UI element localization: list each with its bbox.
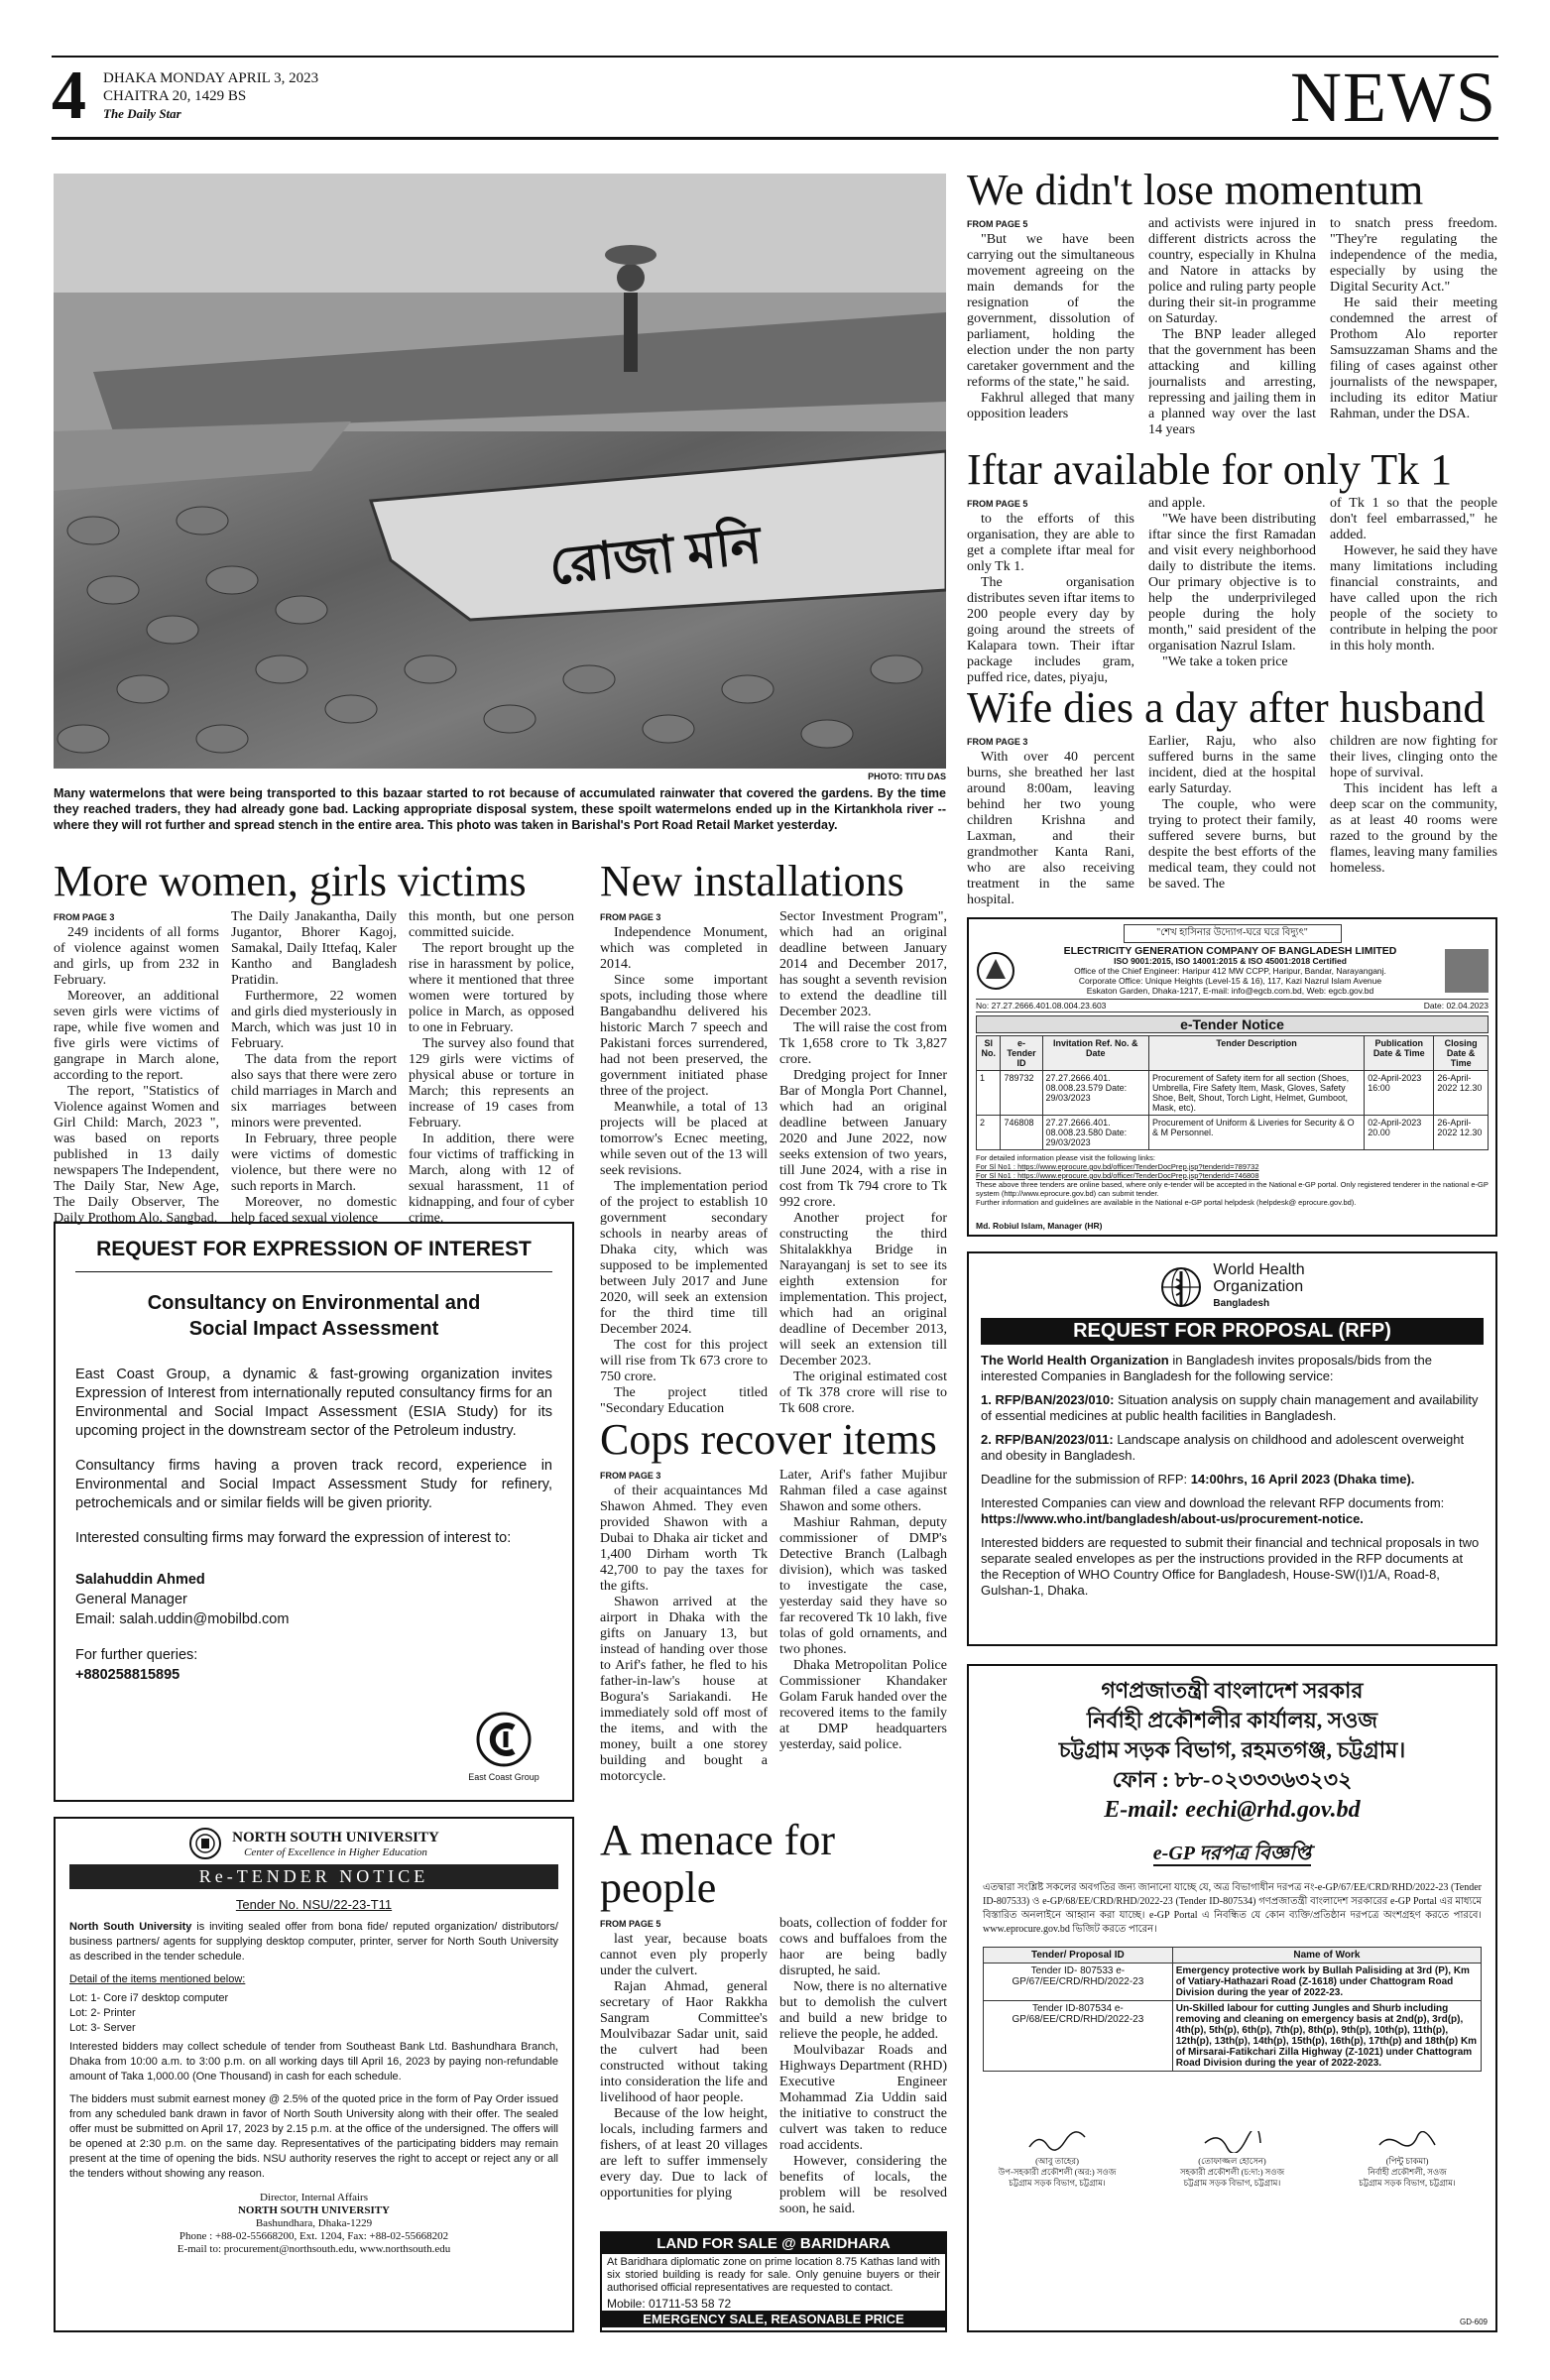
rfp-code: 2. RFP/BAN/2023/011:: [981, 1432, 1114, 1447]
story-paragraph: boats, collection of fodder for cows and buffaloes from the haor are being badly disrupted, he said.: [779, 1916, 947, 1978]
egcb-iso: ISO 9001:2015, ISO 14001:2015 & ISO 45001:2018 Certified: [1114, 956, 1347, 966]
top-rule: [52, 56, 1498, 58]
story-paragraph: The project titled "Secondary Education: [600, 1385, 768, 1416]
story-column: [600, 1468, 768, 1785]
table-header: Invitation Ref. No. & Date: [1042, 1036, 1148, 1071]
story-wife: [967, 684, 1497, 908]
story-paragraph: The data from the report also says that there were zero child marriages in March and six marriages between minors were prevented.: [231, 1052, 397, 1130]
ad-paragraph: Interested consulting firms may forward the expression of interest to:: [75, 1530, 512, 1546]
signer-place: চট্টগ্রাম সড়ক বিভাগ, চট্টগ্রাম।: [1009, 2178, 1106, 2188]
photo-credit: PHOTO: TITU DAS: [868, 772, 946, 781]
story-headline: We didn't lose momentum: [967, 166, 1424, 214]
egcb-link[interactable]: For Sl No1 : https://www.eprocure.gov.bd/officer/TenderDocPrep.jsp?tenderId=746808: [976, 1171, 1259, 1180]
story-paragraph: "But we have been carrying out the simultaneous movement agreeing on the main demands for the resignation of the government, dissolution of parliament, holding the election under the non party caretaker government and the reforms of the state," he said.: [967, 232, 1134, 390]
table-header: Publication Date & Time: [1365, 1036, 1434, 1071]
rhd-tender-table: [983, 1947, 1482, 2072]
rhd-signature: [983, 2131, 1132, 2189]
table-row: [977, 1071, 1489, 1116]
east-coast-logo: [459, 1712, 548, 1782]
section-title: NEWS: [1290, 58, 1496, 137]
ad-subheading: Consultancy on Environmental and Social Impact Assessment: [147, 1292, 481, 1340]
table-header-row: [984, 1948, 1482, 1964]
from-page-label: FROM PAGE 5: [967, 499, 1028, 509]
story-headline: New installations: [600, 857, 904, 905]
story-column: [967, 496, 1134, 686]
dateline: [103, 69, 318, 123]
lot-item: Lot: 2- Printer: [69, 2007, 136, 2019]
story-paragraph: The report brought up the rise in harassment by police, where it mentioned that three women were tortured by police in March, as opposed to one in February.: [409, 941, 574, 1035]
download-url[interactable]: https://www.who.int/bangladesh/about-us/procurement-notice.: [981, 1511, 1364, 1526]
story-paragraph: Sector Investment Program", which had an original deadline between January 2014 and December 2017, has sought a seventh revision to extend the deadline till December 2023.: [779, 909, 947, 1019]
story-headline: Cops recover items: [600, 1415, 937, 1464]
east-coast-logo-icon: [476, 1712, 532, 1767]
table-header: Tender/ Proposal ID: [984, 1948, 1173, 1964]
egcb-info: These above three tenders are online based, where only e-tender will be accepted in the National e-GP portal. Only registered tenderer in the national e-GP system (http://www.eprocure.gov.bd) can submit tender.: [976, 1180, 1489, 1198]
story-paragraph: Because of the low height, locals, including farmers and fishers, of at least 20 villages are left to suffer immensely every day. Due to lack of opportunities for plying: [600, 2106, 768, 2201]
from-page-label: FROM PAGE 3: [967, 737, 1028, 747]
story-paragraph: The organisation distributes seven iftar items to 200 people every day by going around the streets of Kalapara town. Their iftar package includes gram, puffed rice, dates, piyaju,: [967, 575, 1134, 685]
story-column: [409, 909, 574, 1227]
story-headline: More women, girls victims: [54, 857, 527, 905]
egp-title: e-GP দরপত্র বিজ্ঞপ্তি: [1152, 1843, 1312, 1864]
lot-item: Lot: 3- Server: [69, 2022, 136, 2034]
bangla-date: CHAITRA 20, 1429 BS: [103, 88, 247, 104]
story-paragraph: This incident has left a deep scar on the community, as at least 40 rooms were razed to the ground by the flames, leaving many families homeless.: [1330, 781, 1497, 876]
nsu-address: Bashundhara, Dhaka-1229: [255, 2217, 373, 2229]
story-paragraph: The will raise the cost from Tk 1,658 crore to Tk 3,827 crore.: [779, 1020, 947, 1067]
story-column: [1148, 496, 1316, 686]
from-page-label: FROM PAGE 5: [600, 1919, 661, 1929]
tender-number: Tender No. NSU/22-23-T11: [235, 1897, 393, 1912]
who-intro: [981, 1353, 1484, 1384]
deadline-value: 14:00hrs, 16 April 2023 (Dhaka time).: [1190, 1472, 1415, 1487]
signer-org: NORTH SOUTH UNIVERSITY: [237, 2204, 391, 2216]
from-page-label: FROM PAGE 3: [54, 912, 115, 922]
signer-title: Director, Internal Affairs: [259, 2192, 368, 2203]
table-header-row: [977, 1036, 1489, 1071]
table-cell: 27.27.2666.401. 08.008.23.580 Date: 29/03/2023: [1042, 1116, 1148, 1150]
who-org-line: Organization: [1213, 1278, 1304, 1295]
table-cell: Procurement of Uniform & Liveries for Security & O & M Personnel.: [1149, 1116, 1365, 1150]
who-intro-bold: The World Health Organization: [981, 1353, 1169, 1368]
deadline-label: Deadline for the submission of RFP:: [981, 1472, 1188, 1487]
story-column: [779, 1468, 947, 1785]
story-paragraph: Another project for constructing the third Shitalakkhya Bridge in Narayanganj is set to see its eighth extension for implementation. This project, which had an original deadline of December 2013, will seek an extension till December 2023.: [779, 1211, 947, 1368]
story-column: [967, 216, 1134, 438]
rhd-line: চট্টগ্রাম সড়ক বিভাগ, রহমতগঞ্জ, চট্টগ্রাম।: [1058, 1737, 1406, 1762]
nsu-earnest: The bidders must submit earnest money @ 2.5% of the quoted price in the form of Pay Order issued from any scheduled bank drawn in favor of North South University along with their offer. The sealed offer must be submitted on April 17, 2023 by 2.15 p.m. at the office of the undersigned. The offers will be opened at 2:30 p.m. on the same day. Representatives of the participating bidders may remain present at the time of opening the bids. NSU authority reserves the right to accept or reject any or all the tenders without showing any reason.: [69, 2093, 558, 2180]
story-paragraph: and apple.: [1148, 496, 1206, 511]
rhd-phone: ফোন : ৮৮-০২৩৩৩৬৩২৩২: [1112, 1767, 1353, 1792]
download-text: Interested Companies can view and download the relevant RFP documents from:: [981, 1495, 1445, 1510]
story-paragraph: "We take a token price: [1162, 654, 1288, 669]
story-paragraph: "We have been distributing iftar since the first Ramadan and visit every neighborhood daily to distribute the items. Our primary objective is to help the underprivileged people during the holy month," said president of the organisation Nazrul Islam.: [1148, 512, 1316, 654]
egcb-info: For detailed information please visit the following links:: [976, 1153, 1155, 1162]
story-column: [600, 1916, 768, 2217]
story-installations: [600, 858, 947, 1417]
ad-heading: REQUEST FOR EXPRESSION OF INTEREST: [96, 1238, 532, 1260]
story-iftar: [967, 446, 1497, 686]
who-emblem-icon: [1159, 1265, 1203, 1309]
story-paragraph: In addition, there were four victims of trafficking in March, along with 12 of sexual harassment, 11 of kidnapping, and four of cyber crime.: [409, 1131, 574, 1226]
signer-title: উপ-সহকারী প্রকৌশলী (অর:) সওজ: [998, 2167, 1117, 2177]
land-body: At Baridhara diplomatic zone on prime location 8.75 Kathas land with six storied building is ready for sale. Only genuine buyers or their authorised official representatives are requested to contact.: [607, 2256, 940, 2294]
signer-place: চট্টগ্রাম সড়ক বিভাগ, চট্টগ্রাম।: [1359, 2178, 1456, 2188]
ad-eoi: [54, 1222, 574, 1802]
egcb-office: Office of the Chief Engineer: Haripur 412 MW CCPP, Haripur, Bandar, Narayanganj.: [1074, 966, 1386, 976]
gd-code: GD-609: [1459, 2318, 1488, 2326]
story-column: [600, 909, 768, 1417]
page-number: 4: [52, 58, 86, 134]
ad-land: [600, 2231, 947, 2332]
story-column: [1148, 734, 1316, 908]
from-page-label: FROM PAGE 3: [600, 912, 661, 922]
story-paragraph: Earlier, Raju, who also suffered burns in the same incident, died at the hospital early Saturday.: [1148, 734, 1316, 796]
story-column: [1330, 496, 1497, 686]
rhd-email: E-mail: eechi@rhd.gov.bd: [1104, 1797, 1361, 1823]
nsu-name: NORTH SOUTH UNIVERSITY: [232, 1829, 439, 1845]
contact-email: Email: salah.uddin@mobilbd.com: [75, 1611, 290, 1627]
contact-name: Salahuddin Ahmed: [75, 1572, 205, 1588]
paper-name: The Daily Star: [103, 106, 181, 121]
egcb-signer: Md. Robiul Islam, Manager (HR): [976, 1221, 1103, 1231]
table-cell: Un-Skilled labour for cutting Jungles and Shurb including removing and cleaning on emergency basis at 2nd(p), 3rd(p), 4th(p), 5th(p), 6th(p), 7th(p), 8th(p), 9th(p), 10th(p), 11th(p), 12th(p), 13th(p), 14th(p), 15th(p), 16th(p), 17th(p) and 18th(p) Km of Mirsarai-Fatikchari Zilla Highway (Z-1021) under Chattogram Road Division during the year of 2022-2023.: [1172, 2001, 1481, 2072]
story-paragraph: Later, Arif's father Mujibur Rahman filed a case against Shawon and some others.: [779, 1468, 947, 1514]
story-paragraph: to the efforts of this organisation, they are able to get a complete iftar meal for only Tk 1.: [967, 512, 1134, 574]
story-paragraph: this month, but one person committed suicide.: [409, 909, 574, 940]
portrait-image: [1445, 949, 1489, 993]
table-cell: Tender ID-807534 e-GP/68/EE/CRD/RHD/2022-23: [984, 2001, 1173, 2072]
signer-title: নির্বাহী প্রকৌশলী, সওজ: [1368, 2167, 1447, 2177]
nsu-intro-text: is inviting sealed offer from bona fide/ reputed organization/ distributors/ business partners/ agents for supplying desktop computer, printer, server for North South University as described in the tender schedule.: [69, 1921, 558, 1963]
land-heading: LAND FOR SALE @ BARIDHARA: [602, 2233, 945, 2254]
table-header: Tender Description: [1149, 1036, 1365, 1071]
table-header: e-Tender ID: [1001, 1036, 1042, 1071]
ad-nsu: [54, 1817, 574, 2332]
table-cell: Tender ID- 807533 e-GP/67/EE/CRD/RHD/2022-23: [984, 1964, 1173, 2001]
rfp-submit: Interested bidders are requested to submit their financial and technical proposals in two separate sealed envelopes as per the instructions provided in the RFP documents at the Reception of WHO Country Office for Bangladesh, House-SW(I)1/A, Road-8, Gulshan-1, Dhaka.: [981, 1535, 1480, 1598]
photo-caption: Many watermelons that were being transported to this bazaar started to rot because of accumulated rainwater that covered the gardens. By the time they reached traders, they had already gone bad. Lacking appropriate disposal system, these spoilt watermelons ended up in the Kirtankhola river -- where they will rot further and spread stench in the entire area. This photo was taken in Barishal's Port Road Retail Market yesterday.: [54, 786, 946, 832]
rhd-signature: [1333, 2131, 1482, 2189]
story-women: [54, 858, 574, 1227]
story-paragraph: of Tk 1 so that the people don't feel embarrassed," he added.: [1330, 496, 1497, 542]
egcb-office: Eskaton Garden, Dhaka-1217, E-mail: info@egcb.com.bd, Web: egcb.gov.bd: [1086, 986, 1374, 996]
story-column: [54, 909, 219, 1227]
contact-title: General Manager: [75, 1592, 187, 1607]
land-mobile: Mobile: 01711-53 58 72: [607, 2297, 732, 2311]
table-cell: 2: [977, 1116, 1001, 1150]
story-paragraph: Independence Monument, which was completed in 2014.: [600, 925, 768, 972]
rhd-line: নির্বাহী প্রকৌশলীর কার্যালয়, সওজ: [1086, 1708, 1378, 1732]
story-paragraph: The cost for this project will rise from Tk 673 crore to 750 crore.: [600, 1338, 768, 1384]
story-column: [967, 734, 1134, 908]
nsu-intro: [69, 1920, 558, 1964]
story-paragraph: Dhaka Metropolitan Police Commissioner Khandaker Golam Faruk handed over the recovered items to the family at DMP headquarters yesterday, said police.: [779, 1658, 947, 1752]
table-cell: Procurement of Safety item for all section (Shoes, Umbrella, Fire Safety Item, Mask, Gloves, Safety Shoe, Belt, Shout, Torch Light, Helmet, Gumboot, Mask, etc).: [1149, 1071, 1365, 1116]
divider: [75, 1271, 552, 1272]
egcb-logo-icon: [976, 951, 1015, 991]
story-column: [1330, 216, 1497, 438]
story-menace: [600, 1817, 947, 2217]
queries-phone: +880258815895: [75, 1667, 180, 1683]
table-cell: 26-April-2022 12.30: [1434, 1071, 1489, 1116]
signer-name: (পিন্টু চাকমা): [1385, 2156, 1429, 2166]
rfp-item: [981, 1432, 1484, 1464]
story-paragraph: Furthermore, 22 women and girls died mysteriously in March, which was just 10 in February.: [231, 989, 397, 1051]
story-paragraph: In February, three people were victims of domestic violence, but there were no such reports in March.: [231, 1131, 397, 1194]
signer-title: সহকারী প্রকৌশলী (চ:দা:) সওজ: [1179, 2167, 1285, 2177]
table-row: [984, 1964, 1482, 2001]
story-paragraph: Fakhrul alleged that many opposition leaders: [967, 391, 1134, 421]
rhd-line: গণপ্রজাতন্ত্রী বাংলাদেশ সরকার: [1101, 1678, 1364, 1703]
news-photo: [54, 174, 946, 769]
story-paragraph: 249 incidents of all forms of violence against women and girls, up from 232 in February.: [54, 925, 219, 988]
story-paragraph: The original estimated cost of Tk 378 crore will rise to Tk 608 crore.: [779, 1369, 947, 1416]
story-paragraph: Moulvibazar Roads and Highways Department (RHD) Executive Engineer Mohammad Zia Uddin said the initiative to construct the culvert was taken to reduce road accidents.: [779, 2043, 947, 2153]
lot-item: Lot: 1- Core i7 desktop computer: [69, 1992, 229, 2004]
photo-illustration: [54, 174, 946, 769]
story-paragraph: Shawon arrived at the airport in Dhaka with the gifts on January 13, but instead of handing over those to Arif's father, he fled to his father-in-law's house at Bogura's Sariakandi. He immediately sold off most of the items, and with the money, built a one storey building and bought a motorcycle.: [600, 1595, 768, 1784]
story-paragraph: and activists were injured in different districts across the country, especially in Khulna and Natore in attacks by police and ruling party people during their sit-in programme on Saturday.: [1148, 216, 1316, 326]
rfp-desc: Situation analysis on supply chain management and availability of essential medicines at public health facilities in Bangladesh.: [981, 1392, 1479, 1423]
ad-paragraph: Consultancy firms having a proven track record, experience in Environmental and Social Impact Assessment Study for refinery, petrochemicals and or similar fields will be given priority.: [75, 1458, 552, 1511]
story-paragraph: children are now fighting for their lives, clinging onto the hope of survival.: [1330, 734, 1497, 780]
table-cell: 02-April-2023 16:00: [1365, 1071, 1434, 1116]
story-column: [1330, 734, 1497, 908]
etender-title: e-Tender Notice: [976, 1015, 1489, 1033]
story-paragraph: The BNP leader alleged that the government has been attacking and killing journalists and arresting, repressing and jailing them in a planned way over the last 14 years: [1148, 327, 1316, 437]
ad-who: [967, 1251, 1497, 1646]
story-paragraph: Since some important spots, including those where Bangabandhu delivered his historic March 7 speech and Pakistani forces surrendered, had not been preserved, the government initiated phase three of the project.: [600, 973, 768, 1099]
memo-date: Date: 02.04.2023: [1423, 1001, 1489, 1011]
story-paragraph: However, he said they have many limitations including financial constraints, and have called upon the rich people of the society to contribute in helping the poor in this holy month.: [1330, 543, 1497, 654]
story-paragraph: The implementation period of the project to establish 10 government secondary schools in nearby areas of Dhaka city, which was supposed to be implemented between July 2017 and June 2020, will seek an extension for the third time till December 2024.: [600, 1179, 768, 1337]
story-paragraph: The report, "Statistics of Violence against Women and Girl Child: March, 2023 ", was based on reports published in 13 daily newspapers The Independent, The Daily Star, New Age, The Daily Observer, The Daily Prothom Alo, Sangbad,: [54, 1084, 219, 1226]
nsu-phone: Phone : +88-02-55668200, Ext. 1204, Fax: +88-02-55668202: [179, 2230, 449, 2242]
table-cell: 1: [977, 1071, 1001, 1116]
story-headline: Wife dies a day after husband: [967, 683, 1486, 732]
rfp-item: [981, 1392, 1484, 1424]
table-header: Name of Work: [1172, 1948, 1481, 1964]
masthead-rule: [52, 137, 1498, 140]
table-cell: 27.27.2666.401. 08.008.23.579 Date: 29/03/2023: [1042, 1071, 1148, 1116]
story-paragraph: Moreover, no domestic help faced sexual violence: [231, 1195, 397, 1226]
table-header: Closing Date & Time: [1434, 1036, 1489, 1071]
table-cell: Emergency protective work by Bullah Palisiding at 3rd (P), Km of Vatiary-Hathazari Road (Z-1618) under Chattogram Road Division during the year of 2022-23.: [1172, 1964, 1481, 2001]
signature-scribble: [1377, 2131, 1437, 2153]
table-cell: 746808: [1001, 1116, 1042, 1150]
story-column: [1148, 216, 1316, 438]
story-paragraph: The Daily Janakantha, Daily Jugantor, Bhorer Kagoj, Samakal, Daily Ittefaq, Kaler Kantho and Bangladesh Pratidin.: [231, 909, 397, 988]
table-cell: 26-April-2022 12.30: [1434, 1116, 1489, 1150]
rhd-signature: [1158, 2131, 1307, 2189]
boat-lettering: রোজা মনি: [546, 517, 765, 597]
story-paragraph: He said their meeting condemned the arrest of Prothom Alo reporter Samsuzzaman Shams and the filing of cases against other journalists of the newspaper, including its editor Matiur Rahman, under the DSA.: [1330, 296, 1497, 421]
table-cell: 789732: [1001, 1071, 1042, 1116]
table-cell: 02-April-2023 20.00: [1365, 1116, 1434, 1150]
story-headline: Iftar available for only Tk 1: [967, 445, 1453, 494]
nsu-tagline: Center of Excellence in Higher Education: [244, 1845, 427, 1858]
story-paragraph: With over 40 percent burns, she breathed her last around 8:00am, leaving behind her two young children Krishna and Laxman, and their grandmother Kanta Rani, who are also receiving treatment in the same hospital.: [967, 750, 1134, 907]
signature-scribble: [1203, 2131, 1262, 2153]
egcb-office: Corporate Office: Unique Heights (Level-15 & 16), 117, Kazi Nazrul Islam Avenue: [1078, 976, 1382, 986]
rhd-body: এতদ্বারা সংশ্লিষ্ট সকলের অবগতির জন্য জানানো যাচ্ছে যে, অত্র বিভাগাধীন দরপত্র নং-e-GP/67/EE/CRD/RHD/2022-23 (Tender ID-807533) ও e-GP/68/EE/CRD/RHD/2022-23 (Tender ID-807534) গণপ্রজাতন্ত্রী বাংলাদেশ সরকারের e-GP Portal এর মাধ্যমে বিস্তারিত অনলাইনে আহ্বান করা যাচ্ছে। e-GP Portal এ নিবন্ধিত যে কোন ব্যক্তি/প্রতিষ্ঠান দরপত্রে অংশগ্রহণ করতে পারবে। www.eprocure.gov.bd ভিজিট করতে পারেন।: [983, 1882, 1482, 1935]
story-cops: [600, 1416, 947, 1785]
signer-name: (তোফাজ্জল হোসেন): [1198, 2156, 1266, 2166]
story-paragraph: Meanwhile, a total of 13 projects will be placed at tomorrow's Ecnec meeting, while seven out of the 13 will seek revisions.: [600, 1100, 768, 1178]
ad-rhd: [967, 1664, 1497, 2332]
ad-paragraph: East Coast Group, a dynamic & fast-growing organization invites Expression of Interest from internationally reputed consultancy firms for an Environmental and Social Impact Assessment (ESIA Study) for its upcoming project in the downstream sector of the Petroleum industry.: [75, 1367, 552, 1439]
who-org-line: World Health: [1213, 1261, 1305, 1278]
story-paragraph: The survey also found that 129 girls were victims of physical abuse or torture in March; this represents an increase of 19 cases from February.: [409, 1036, 574, 1130]
nsu-logo-icon: [188, 1827, 222, 1860]
story-paragraph: Mashiur Rahman, deputy commissioner of DMP's Detective Branch (Lalbagh division), which was tasked to investigate the case, yesterday said they have so far recovered Tk 10 lakh, five tolas of gold ornaments, and two phones.: [779, 1515, 947, 1657]
story-column: [779, 1916, 947, 2217]
date-line: DHAKA MONDAY APRIL 3, 2023: [103, 70, 319, 86]
story-paragraph: last year, because boats cannot even ply properly under the culvert.: [600, 1932, 768, 1978]
who-country: Bangladesh: [1213, 1298, 1270, 1309]
rfp-deadline: [981, 1472, 1484, 1488]
table-row: [977, 1116, 1489, 1150]
nsu-intro-bold: North South University: [69, 1921, 192, 1933]
who-intro-text: in Bangladesh invites proposals/bids from the interested Companies in Bangladesh for the following service:: [981, 1353, 1432, 1383]
logo-label: East Coast Group: [468, 1772, 539, 1782]
land-footer: EMERGENCY SALE, REASONABLE PRICE: [602, 2311, 945, 2327]
story-paragraph: However, considering the benefits of locals, the problem will be resolved soon, he said.: [779, 2154, 947, 2216]
retender-banner: Re-TENDER NOTICE: [69, 1864, 558, 1889]
from-page-label: FROM PAGE 3: [600, 1471, 661, 1481]
story-paragraph: of their acquaintances Md Shawon Ahmed. They even provided Shawon with a Dubai to Dhaka air ticket and 1,400 Dirham worth Tk 42,700 to pay the taxes for the gifts.: [600, 1484, 768, 1594]
story-paragraph: The couple, who were trying to protect their family, suffered severe burns, but despite the best efforts of the medical team, they could not be saved. The: [1148, 797, 1316, 892]
from-page-label: FROM PAGE 5: [967, 219, 1028, 229]
ad-egcb: [967, 917, 1497, 1237]
rfp-banner: REQUEST FOR PROPOSAL (RFP): [981, 1318, 1484, 1345]
signature-scribble: [1027, 2131, 1087, 2153]
nsu-email: E-mail to: procurement@northsouth.edu, www.northsouth.edu: [177, 2243, 451, 2255]
story-paragraph: to snatch press freedom. "They're regulating the independence of the media, especially by using the Digital Security Act.": [1330, 216, 1497, 295]
nsu-schedule: Interested bidders may collect schedule of tender from Southeast Bank Ltd. Bashundhara Branch, Dhaka from 10:00 a.m. to 3:00 p.m. on all working days till April 16, 2023 by paying non-refundable amount of Taka 1,000.00 (One Thousand) in cash for each schedule.: [69, 2041, 558, 2082]
queries-label: For further queries:: [75, 1647, 198, 1663]
memo-number: No: 27.27.2666.401.08.004.23.603: [976, 1001, 1107, 1011]
story-column: [231, 909, 397, 1227]
story-paragraph: Dredging project for Inner Bar of Mongla Port Channel, which had an original deadline between January 2020 and June 2022, now seeks extension of two years, till June 2024, with a rise in cost from Tk 794 crore to Tk 992 crore.: [779, 1068, 947, 1210]
egcb-info: Further information and guidelines are available in the National e-GP portal helpdesk (helpdesk@ eprocure.gov.bd).: [976, 1198, 1357, 1207]
story-paragraph: Rajan Ahmad, general secretary of Haor Rakkha Sangram Committee's Moulvibazar Sadar unit, said the culvert had been constructed without taking into consideration the life and livelihood of haor people.: [600, 1979, 768, 2105]
story-paragraph: Now, there is no alternative but to demolish the culvert and build a new bridge to relieve the people, he added.: [779, 1979, 947, 2042]
egcb-company: ELECTRICITY GENERATION COMPANY OF BANGLADESH LIMITED: [1063, 945, 1397, 957]
egcb-link[interactable]: For Sl No1 : https://www.eprocure.gov.bd/officer/TenderDocPrep.jsp?tenderId=789732: [976, 1162, 1259, 1171]
egcb-tender-table: [976, 1035, 1489, 1150]
story-paragraph: Moreover, an additional seven girls were victims of rape, while five women and five girls were victims of gangrape in March alone, according to the report.: [54, 989, 219, 1083]
items-heading: Detail of the items mentioned below:: [69, 1973, 246, 1985]
rfp-download: [981, 1495, 1484, 1527]
rfp-desc: Landscape analysis on childhood and adolescent overweight and obesity in Bangladesh.: [981, 1432, 1465, 1463]
story-column: [779, 909, 947, 1417]
egcb-slogan: "শেখ হাসিনার উদ্যোগ-ঘরে ঘরে বিদ্যুৎ": [1124, 924, 1342, 943]
story-momentum: [967, 167, 1497, 438]
story-headline: A menace for people: [600, 1816, 835, 1912]
table-row: [984, 2001, 1482, 2072]
rfp-code: 1. RFP/BAN/2023/010:: [981, 1392, 1115, 1407]
signer-name: (আবু তাহের): [1035, 2156, 1079, 2166]
table-header: Sl No.: [977, 1036, 1001, 1071]
signer-place: চট্টগ্রাম সড়ক বিভাগ, চট্টগ্রাম।: [1183, 2178, 1281, 2188]
